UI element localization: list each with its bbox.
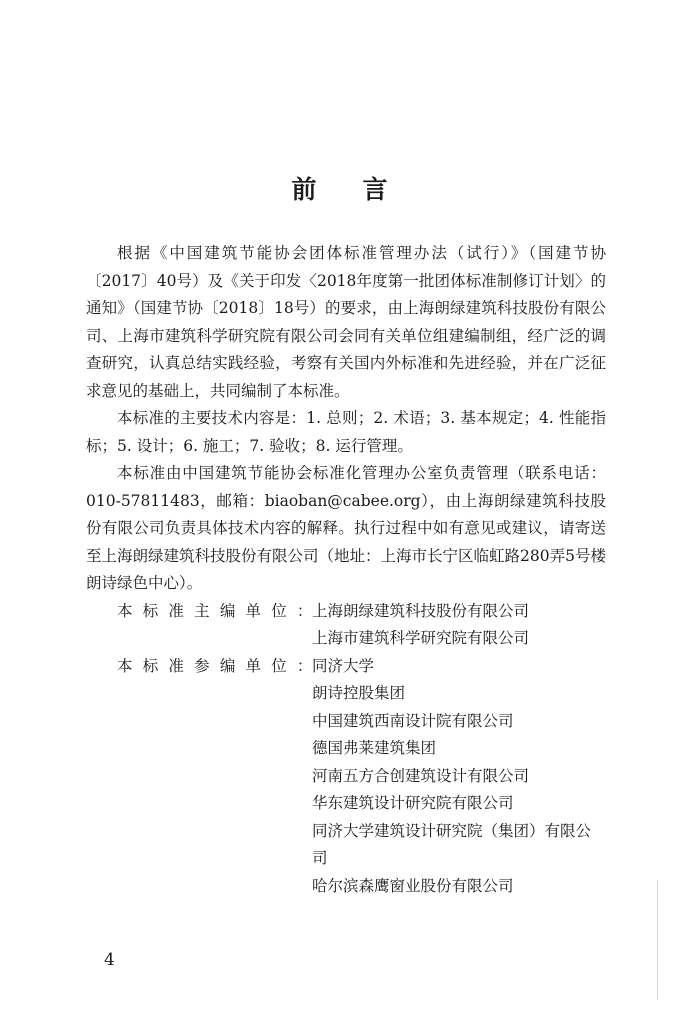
label-char: 编 (219, 601, 236, 620)
label-char: 标 (142, 601, 159, 620)
label-char: 位 (271, 601, 287, 620)
participating-units-row (86, 653, 606, 901)
participating-units-list (312, 653, 606, 901)
title-char-1: 前 (291, 175, 319, 204)
unit-name: 中国建筑西南设计院有限公司 (312, 711, 514, 730)
page-number: 4 (104, 950, 115, 970)
label-char: 单 (245, 601, 262, 620)
paragraph-management: 本标准由中国建筑节能协会标准化管理办公室负责管理（联系电话：010-57811483，邮箱：biaoban@cabee.org），由上海朗绿建筑科技股份有限公司负责具体技术内容的解释。执行过程中如有意见或建议，请寄送至上海朗绿建筑科技股份有限公司（地址：上海市长宁区临虹路280弄5号楼朗诗绿色中心）。 (86, 464, 606, 592)
label-colon: ： (296, 601, 313, 620)
label-char: 参 (194, 656, 210, 675)
unit-name: 朗诗控股集团 (312, 684, 406, 702)
title-char-2: 言 (362, 175, 390, 204)
unit-name: 上海市建筑科学研究院有限公司 (312, 629, 530, 647)
label-char: 编 (219, 656, 236, 675)
page-title (0, 170, 681, 206)
chief-units-list (312, 598, 606, 653)
label-char: 标 (142, 656, 159, 675)
page-edge-line (657, 880, 658, 1000)
chief-units-row (86, 598, 606, 653)
chief-units-label (86, 598, 312, 653)
unit-name: 上海朗绿建筑科技股份有限公司 (312, 601, 530, 620)
unit-name: 哈尔滨森鹰窗业股份有限公司 (312, 876, 514, 895)
label-colon: ： (296, 656, 313, 675)
units-section (86, 598, 606, 901)
unit-name: 同济大学 (312, 656, 375, 675)
label-char: 本 (117, 601, 133, 620)
unit-name: 德国弗莱建筑集团 (312, 739, 437, 757)
label-char: 本 (117, 656, 133, 675)
unit-name: 华东建筑设计研究院有限公司 (312, 794, 514, 812)
label-char: 位 (271, 656, 287, 675)
label-char: 准 (168, 656, 184, 675)
preface-body (86, 240, 606, 900)
unit-name: 同济大学建筑设计研究院（集团）有限公司 (312, 821, 592, 867)
paragraph-contents: 本标准的主要技术内容是：1. 总则；2. 术语；3. 基本规定；4. 性能指标；5. 设计；6. 施工；7. 验收；8. 运行管理。 (86, 409, 606, 455)
label-char: 单 (245, 656, 262, 675)
label-char: 主 (194, 601, 210, 620)
paragraph-basis: 根据《中国建筑节能协会团体标准管理办法（试行）》（国建节协〔2017〕40号）及《关于印发〈2018年度第一批团体标准制修订计划〉的通知》（国建节协〔2018〕18号）的要求，由上海朗绿建筑科技股份有限公司、上海市建筑科学研究院有限公司会同有关单位组建编制组，经广泛的调查研究，认真总结实践经验，考察有关国内外标准和先进经验，并在广泛征求意见的基础上，共同编制了本标准。 (86, 244, 606, 400)
participating-units-label (86, 653, 312, 901)
unit-name: 河南五方合创建筑设计有限公司 (312, 766, 530, 785)
label-char: 准 (168, 601, 184, 620)
